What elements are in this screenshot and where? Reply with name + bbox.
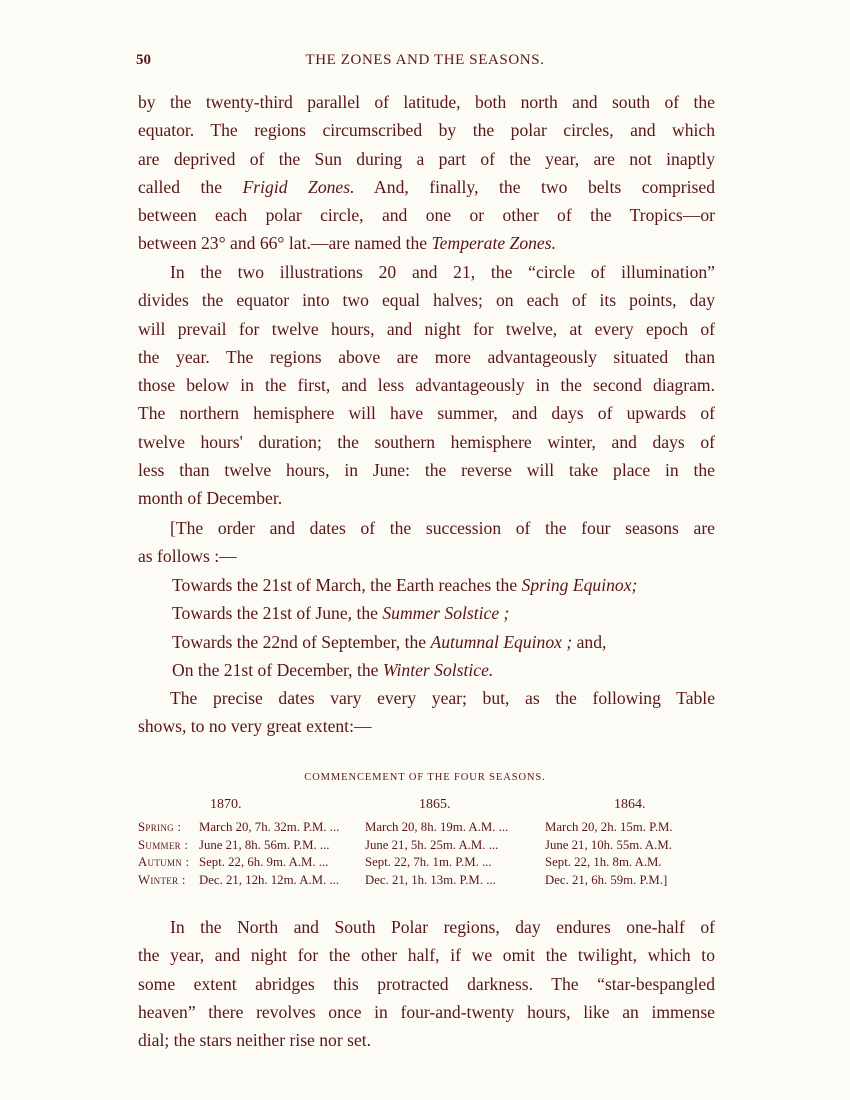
paragraph-polar-regions [138,913,715,1054]
table-cell: Sept. 22, 6h. 9m. A.M. ... [199,855,329,869]
text-line: [The order and dates of the succession of the four seasons are [170,518,715,538]
text-line: month of December. [138,488,283,509]
text-line: the year, and night for the other half, if we omit the twilight, which to [138,945,715,966]
list-item: On the 21st of December, the Winter Solstice. [172,659,494,680]
emphasis: Winter Solstice. [382,659,494,680]
emphasis: Frigid Zones. [242,176,355,197]
paragraph-precise-dates [138,684,715,741]
text-line: In the North and South Polar regions, day endures one-half of [170,917,715,937]
text-line: called the Frigid Zones. And, finally, the two belts comprised [138,176,715,197]
season-label: Autumn : [138,855,190,869]
table-cell: June 21, 5h. 25m. A.M. ... [365,837,499,852]
emphasis: Summer Solstice ; [382,603,510,624]
table-cell: June 21, 8h. 56m. P.M. ... [199,837,330,852]
table-cell: Dec. 21, 1h. 13m. P.M. ... [365,872,496,887]
seasons-table [138,819,725,889]
table-row [138,837,725,855]
text-line: In the two illustrations 20 and 21, the “circle of illumination” [170,262,715,282]
year-header-1864: 1864. [614,797,646,812]
year-header-1870: 1870. [210,797,242,812]
emphasis: Spring Equinox; [521,575,638,595]
text-line: dial; the stars neither rise nor set. [138,1030,372,1051]
text-line: by the twenty-third parallel of latitude, both north and south of the [138,92,715,112]
text-line: The precise dates vary every year; but, as the following Table [170,688,715,708]
list-item: Towards the 21st of June, the Summer Solstice ; [172,603,510,624]
year-header-1865: 1865. [419,797,451,812]
emphasis: Temperate Zones. [431,233,556,254]
table-row [138,854,725,872]
table-title: COMMENCEMENT OF THE FOUR SEASONS. [304,772,546,783]
text-line: equator. The regions circumscribed by the polar circles, and which [138,120,715,141]
table-cell: March 20, 7h. 32m. P.M. ... [199,820,340,834]
paragraph-illumination [138,258,715,513]
paragraph-zones [138,88,715,258]
seasons-list [172,571,715,684]
text-line: heaven” there revolves once in four-and-twenty hours, like an immense [138,1001,715,1022]
text-line: those below in the first, and less advantageously in the second diagram. [138,375,715,396]
table-row [138,819,725,837]
season-label: Summer : [138,837,189,852]
emphasis: Autumnal Equinox ; [430,631,573,652]
running-title: THE ZONES AND THE SEASONS. [305,52,545,68]
season-label: Spring : [138,820,182,834]
text-line: less than twelve hours, in June: the reverse will take place in the [138,460,715,481]
text-line: some extent abridges this protracted darkness. The “star-bespangled [138,973,715,994]
text-line: the year. The regions above are more advantageously situated than [138,346,715,367]
text-line: as follows :— [138,546,237,567]
text-line: twelve hours' duration; the southern hemisphere winter, and days of [138,431,715,452]
list-item: Towards the 21st of March, the Earth reaches the Spring Equinox; [172,575,638,595]
text-line: The northern hemisphere will have summer, and days of upwards of [138,403,715,424]
table-cell: March 20, 8h. 19m. A.M. ... [365,820,509,834]
text-line: will prevail for twelve hours, and night for twelve, at every epoch of [138,318,715,339]
season-label: Winter : [138,872,186,887]
text-line: are deprived of the Sun during a part of the year, are not inaptly [138,148,715,169]
table-cell: March 20, 2h. 15m. P.M. [545,820,673,834]
table-row [138,872,725,890]
table-cell: Sept. 22, 1h. 8m. A.M. [545,855,662,869]
table-cell: Dec. 21, 6h. 59m. P.M.] [545,872,668,887]
text-line: between 23° and 66° lat.—are named the Temperate Zones. [138,233,556,254]
table-cell: Sept. 22, 7h. 1m. P.M. ... [365,855,492,869]
text-line: between each polar circle, and one or other of the Tropics—or [138,205,715,226]
page-number: 50 [136,52,151,68]
text-line: divides the equator into two equal halves; on each of its points, day [138,290,715,311]
table-cell: June 21, 10h. 55m. A.M. [545,837,672,852]
paragraph-seasons-order [138,514,715,571]
text-line: shows, to no very great extent:— [138,716,372,737]
list-item: Towards the 22nd of September, the Autumnal Equinox ; and, [172,631,607,652]
table-cell: Dec. 21, 12h. 12m. A.M. ... [199,872,340,887]
